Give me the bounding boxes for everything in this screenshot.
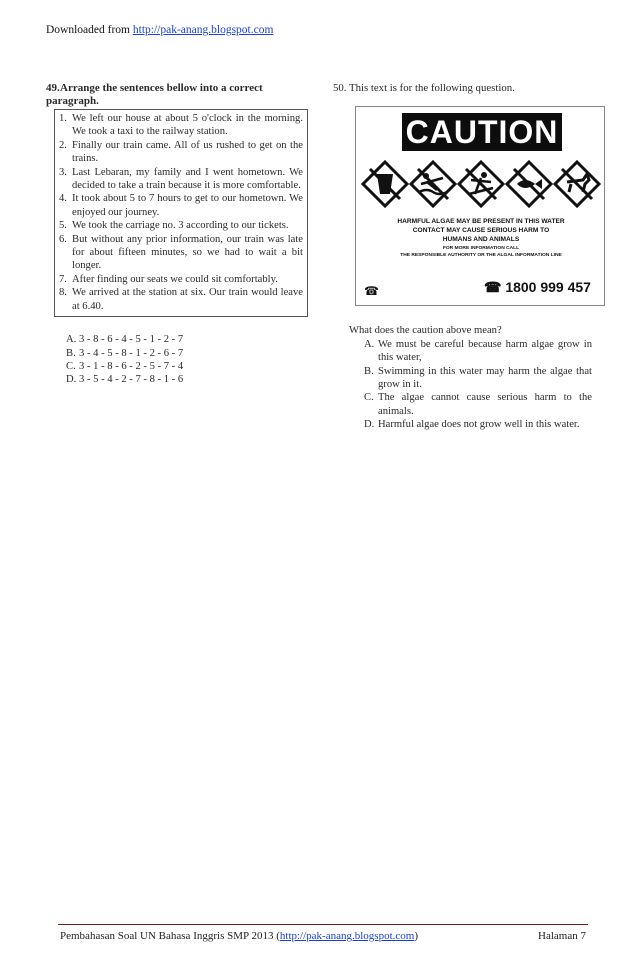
- sentence-number: 2.: [59, 139, 67, 151]
- q49-title-text: Arrange the sentences bellow into a correct paragraph.: [46, 82, 263, 107]
- sentence-item: [59, 112, 303, 139]
- footer-divider: [58, 924, 588, 925]
- hazard-dog-icon: [555, 162, 599, 206]
- sentence-text: We took the carriage no. 3 according to our tickets.: [72, 220, 289, 232]
- phone-icon: ☎: [364, 284, 379, 299]
- hazard-swim-icon: [411, 162, 455, 206]
- warning-line: HUMANS AND ANIMALS: [442, 236, 520, 244]
- option-text: 3 - 8 - 6 - 4 - 5 - 1 - 2 - 7: [79, 334, 184, 346]
- option-letter: D.: [66, 374, 77, 386]
- sentence-text: We left our house at about 5 o'clock in the morning. We took a taxi to the railway station.: [72, 113, 303, 138]
- sentence-text: We arrived at the station at six. Our train would leave at 6.40.: [72, 287, 303, 312]
- option-text: 3 - 5 - 4 - 2 - 7 - 8 - 1 - 6: [79, 374, 184, 386]
- sentence-item: [59, 273, 303, 286]
- q49-title: [46, 82, 311, 108]
- option-letter: C.: [364, 392, 374, 404]
- option-letter: D.: [364, 419, 375, 431]
- q50-option-d[interactable]: [364, 418, 603, 431]
- sentence-item: [59, 219, 303, 232]
- q49-option-a[interactable]: [66, 333, 311, 346]
- warning-line: CONTACT MAY CAUSE SERIOUS HARM TO: [412, 227, 550, 235]
- q50-option-b[interactable]: [364, 365, 603, 392]
- phone-number: ☎ 1800 999 457: [484, 279, 591, 296]
- option-text: Harmful algae does not grow well in this water.: [378, 419, 580, 431]
- sentence-item: [59, 192, 303, 219]
- warning-line: HARMFUL ALGAE MAY BE PRESENT IN THIS WATER: [397, 218, 565, 226]
- question-49: [46, 82, 311, 387]
- footer-prefix: Pembahasan Soal UN Bahasa Inggris SMP 2013 (: [60, 930, 280, 942]
- footer-suffix: ): [414, 930, 418, 942]
- footer-link[interactable]: http://pak-anang.blogspot.com: [279, 930, 415, 942]
- sentence-number: 6.: [59, 233, 67, 245]
- q50-intro: 50. This text is for the following question.: [333, 82, 515, 94]
- q49-option-c[interactable]: [66, 360, 311, 373]
- q49-options: [66, 333, 311, 387]
- sentence-item: [59, 166, 303, 193]
- page-number: Halaman 7: [538, 930, 586, 942]
- option-text: We must be careful because harm algae grow in this water,: [378, 338, 592, 364]
- q49-option-b[interactable]: [66, 347, 311, 360]
- sentence-number: 1.: [59, 113, 67, 124]
- sentence-text: But without any prior information, our train was late for about fifteen minutes, so we had to wait a bit longer.: [72, 233, 303, 272]
- sentence-box: [54, 109, 308, 317]
- sentence-number: 4.: [59, 193, 67, 205]
- caution-warning: [360, 217, 602, 244]
- q50-option-a[interactable]: [364, 338, 603, 365]
- q50-options: [364, 338, 603, 432]
- hazard-signs: [361, 160, 601, 208]
- hazard-fish-icon: [507, 162, 551, 206]
- caution-info: [360, 246, 602, 259]
- info-line: THE RESPONSIBLE AUTHORITY OR THE ALGAL INFORMATION LINE: [400, 252, 562, 258]
- sentence-item: [59, 233, 303, 273]
- option-text: Swimming in this water may harm the algae that grow in it.: [378, 365, 592, 391]
- q49-option-d[interactable]: [66, 373, 311, 386]
- sentence-text: After finding our seats we could sit comfortably.: [72, 273, 278, 285]
- option-text: The algae cannot cause serious harm to the animals.: [378, 392, 592, 417]
- sentence-text: It took about 5 to 7 hours to get to our hometown. We enjoyed our journey.: [72, 193, 303, 218]
- info-line: FOR MORE INFORMATION CALL: [442, 246, 520, 252]
- q50-option-c[interactable]: [364, 391, 603, 418]
- sentence-text: Finally our train came. All of us rushed to get on the trains.: [72, 139, 303, 165]
- option-letter: B.: [364, 365, 374, 377]
- hazard-ski-icon: [459, 162, 503, 206]
- sentence-number: 3.: [59, 166, 67, 178]
- option-text: 3 - 4 - 5 - 8 - 1 - 2 - 6 - 7: [79, 347, 184, 359]
- option-letter: C.: [66, 360, 76, 372]
- page-header: [46, 24, 273, 36]
- q50-question: What does the caution above mean?: [349, 325, 502, 337]
- hazard-drink-icon: [363, 162, 407, 206]
- footer-left: [60, 930, 418, 942]
- q49-number: 49.: [46, 82, 60, 94]
- sentence-text: Last Lebaran, my family and I went hometown. We decided to take a train because it is more comfortable.: [72, 166, 303, 192]
- sentence-number: 8.: [59, 287, 67, 299]
- option-text: 3 - 1 - 8 - 6 - 2 - 5 - 7 - 4: [79, 360, 184, 372]
- option-letter: A.: [364, 338, 375, 350]
- header-link[interactable]: http://pak-anang.blogspot.com: [132, 24, 274, 36]
- sentence-item: [59, 139, 303, 166]
- question-50: [333, 82, 603, 432]
- page-footer: [60, 930, 586, 942]
- option-letter: B.: [66, 347, 76, 359]
- option-letter: A.: [66, 334, 77, 346]
- header-prefix: Downloaded from: [46, 24, 133, 36]
- caution-banner: CAUTION: [402, 113, 562, 151]
- sentence-item: [59, 286, 303, 313]
- sentence-number: 7.: [59, 273, 67, 285]
- sentence-number: 5.: [59, 220, 67, 232]
- caution-sign: [355, 106, 605, 306]
